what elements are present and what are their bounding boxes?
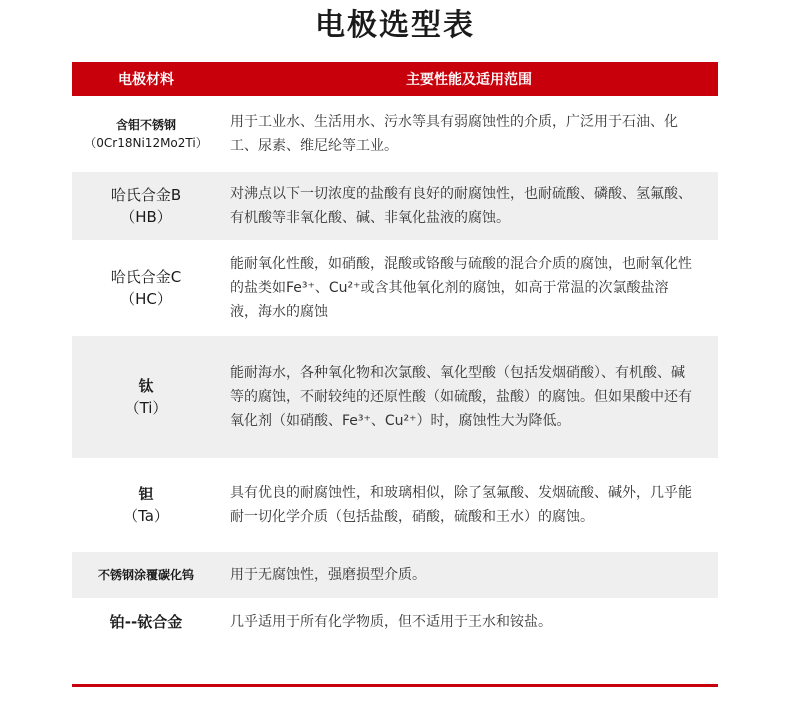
material-name: 哈氏合金B bbox=[110, 186, 182, 204]
material-cell bbox=[72, 375, 220, 419]
material-name: 钛 bbox=[138, 377, 154, 395]
description-cell: 具有优良的耐腐蚀性，和玻璃相似，除了氢氟酸、发烟硫酸、碱外，几乎能耐一切化学介质（包括盐酸，硝酸，硫酸和王水）的腐蚀。 bbox=[230, 485, 692, 525]
material-cell bbox=[72, 566, 220, 584]
description-cell: 能耐海水，各种氧化物和次氯酸、氧化型酸（包括发烟硝酸）、有机酸、碱等的腐蚀，不耐较纯的还原性酸（如硫酸，盐酸）的腐蚀。但如果酸中还有氧化剂（如硝酸、Fe³⁺、Cu²⁺）时，腐蚀性大为降低。 bbox=[230, 365, 692, 429]
material-code: （HC） bbox=[120, 290, 172, 308]
table-row bbox=[72, 598, 718, 646]
description-cell: 能耐氧化性酸，如硝酸，混酸或铬酸与硫酸的混合介质的腐蚀，也耐氧化性的盐类如Fe³⁺、Cu²⁺或含其他氧化剂的腐蚀，如高于常温的次氯酸盐溶液，海水的腐蚀 bbox=[230, 256, 692, 320]
material-name: 铂--铱合金 bbox=[109, 613, 183, 631]
electrode-selection-table bbox=[72, 62, 718, 646]
material-cell bbox=[72, 483, 220, 527]
table-row bbox=[72, 458, 718, 552]
material-code: （Ta） bbox=[123, 507, 169, 525]
description-cell: 对沸点以下一切浓度的盐酸有良好的耐腐蚀性，也耐硫酸、磷酸、氢氟酸、有机酸等非氧化酸、碱、非氧化盐液的腐蚀。 bbox=[230, 186, 692, 226]
bottom-divider bbox=[72, 684, 718, 687]
material-name: 不锈钢涂覆碳化钨 bbox=[97, 568, 194, 582]
description-cell: 用于无腐蚀性，强磨损型介质。 bbox=[230, 567, 426, 583]
material-name: 钽 bbox=[138, 485, 154, 503]
material-grade: （0Cr18Ni12Mo2Ti） bbox=[84, 136, 208, 150]
table-row bbox=[72, 96, 718, 172]
material-cell bbox=[72, 611, 220, 633]
header-scope: 主要性能及适用范围 bbox=[406, 72, 532, 88]
material-code: （HB） bbox=[120, 208, 172, 226]
material-code: （Ti） bbox=[124, 399, 168, 417]
description-cell: 用于工业水、生活用水、污水等具有弱腐蚀性的介质，广泛用于石油、化工、尿素、维尼纶等工业。 bbox=[230, 114, 678, 154]
table-row bbox=[72, 240, 718, 336]
material-cell bbox=[72, 184, 220, 228]
material-cell bbox=[72, 266, 220, 310]
description-cell: 几乎适用于所有化学物质，但不适用于王水和铵盐。 bbox=[230, 614, 552, 630]
table-row bbox=[72, 172, 718, 240]
material-name: 哈氏合金C bbox=[110, 268, 182, 286]
material-name: 含钼不锈钢 bbox=[115, 118, 176, 132]
page-title: 电极选型表 bbox=[315, 8, 475, 43]
table-row bbox=[72, 552, 718, 598]
header-material: 电极材料 bbox=[118, 72, 174, 88]
material-cell bbox=[72, 116, 220, 152]
table-row bbox=[72, 336, 718, 458]
table-header bbox=[72, 62, 718, 96]
